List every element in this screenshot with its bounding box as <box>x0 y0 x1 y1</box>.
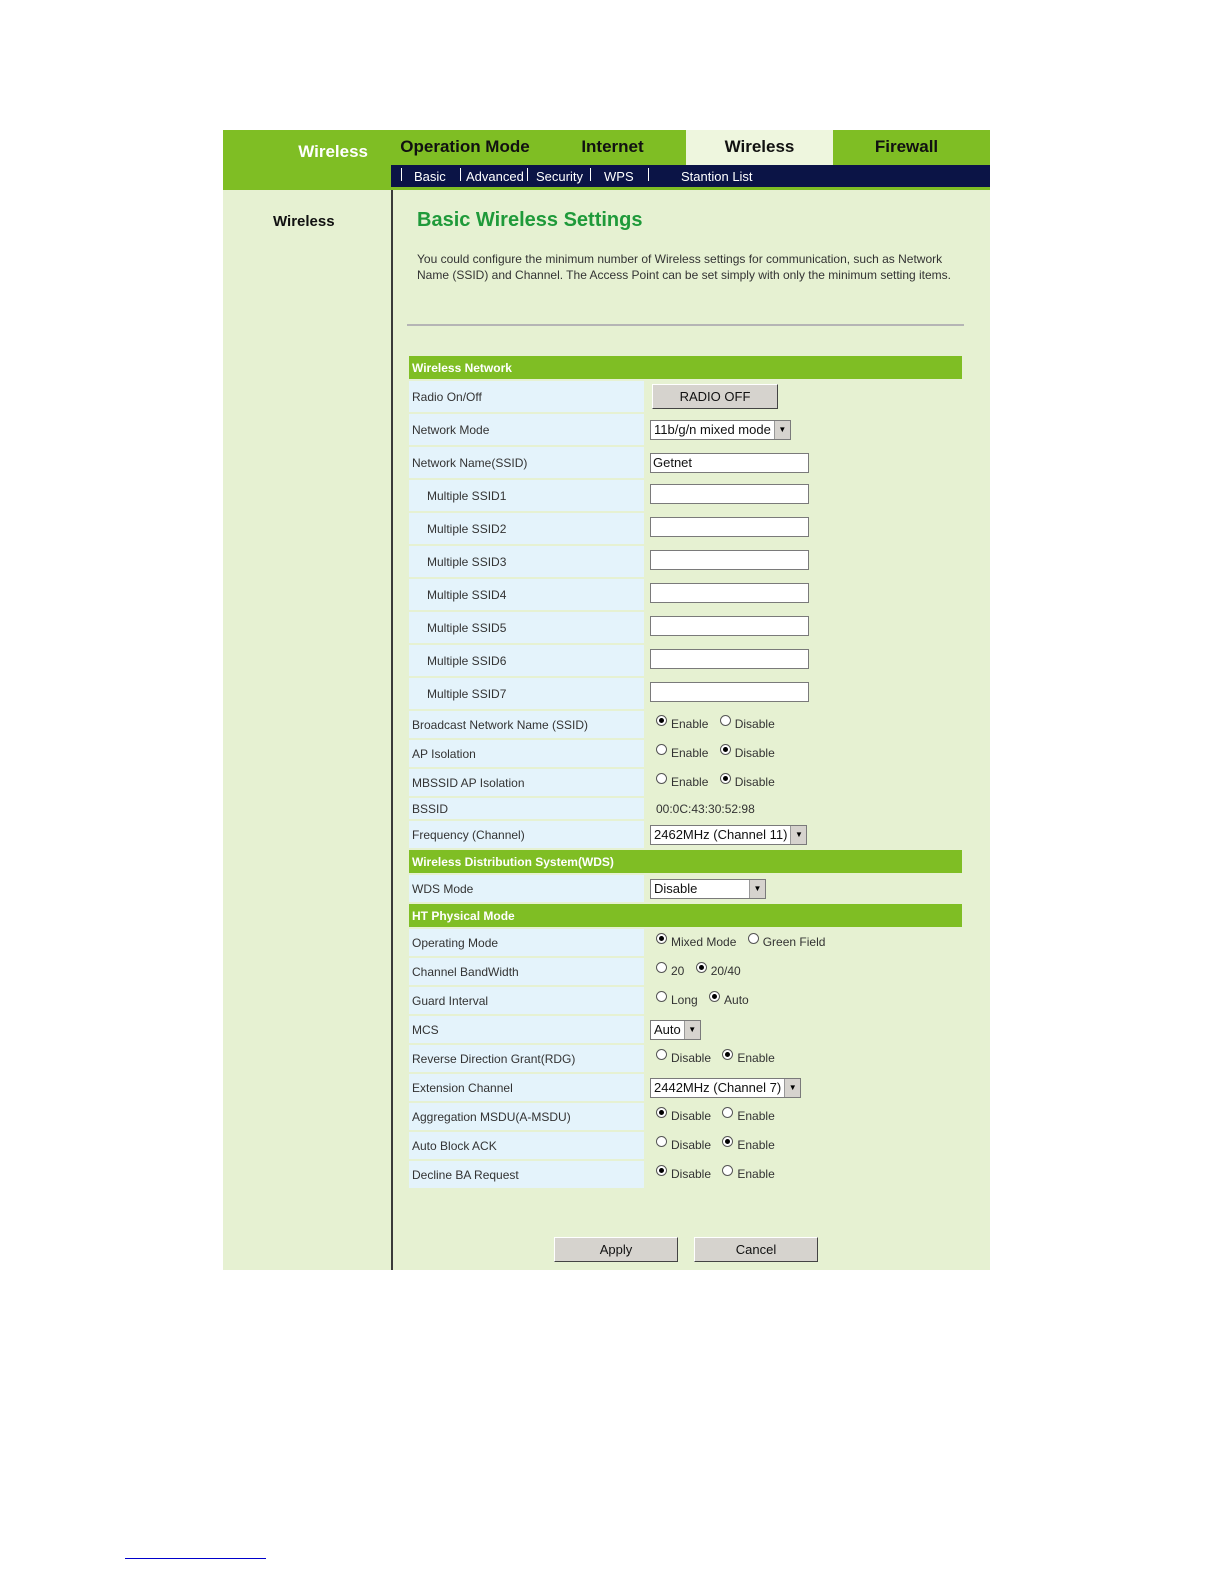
multiple-ssid-label: Multiple SSID1 <box>409 480 644 511</box>
auto-block-ack-disable-radio[interactable] <box>656 1138 711 1152</box>
mbssid-isolation-label: MBSSID AP Isolation <box>409 769 644 796</box>
amsdu-enable-radio[interactable] <box>722 1109 774 1123</box>
extension-channel-cell <box>646 1074 962 1101</box>
radio-option-label: Enable <box>671 745 709 760</box>
network-mode-label: Network Mode <box>409 414 644 445</box>
mixed-mode-radio[interactable] <box>656 935 736 949</box>
sub-nav-separator <box>590 168 591 181</box>
tab-wireless[interactable]: Wireless <box>686 130 833 165</box>
multiple-ssid-cell <box>646 480 962 511</box>
radio-option-label: Auto <box>724 992 749 1007</box>
rdg-disable-radio[interactable] <box>656 1051 711 1065</box>
mbssid-isolation-disable-radio[interactable] <box>720 775 775 789</box>
radio-option-label: Enable <box>737 1137 775 1152</box>
brand-label <box>223 130 391 187</box>
table-row <box>409 381 962 412</box>
chevron-down-icon: ▼ <box>790 826 806 844</box>
table-row <box>409 1074 962 1101</box>
multiple-ssid-label: Multiple SSID3 <box>409 546 644 577</box>
radio-option-label: Disable <box>671 1108 712 1123</box>
decline-ba-cell <box>646 1161 962 1188</box>
table-row <box>409 1045 962 1072</box>
table-row <box>409 929 962 956</box>
settings-table <box>407 354 964 1190</box>
mcs-label: MCS <box>409 1016 644 1043</box>
wds-mode-label: WDS Mode <box>409 875 644 902</box>
mbssid-isolation-enable-radio[interactable] <box>656 775 708 789</box>
mcs-select[interactable] <box>650 1020 701 1040</box>
auto-block-ack-cell <box>646 1132 962 1159</box>
multiple-ssid-label: Multiple SSID7 <box>409 678 644 709</box>
wds-mode-select[interactable] <box>650 879 766 899</box>
sub-nav-separator <box>527 168 528 181</box>
subtab-security[interactable]: Security <box>536 169 583 184</box>
multiple-ssid-cell <box>646 645 962 676</box>
operating-mode-label: Operating Mode <box>409 929 644 956</box>
network-mode-select[interactable] <box>650 420 791 440</box>
network-mode-value: 11b/g/n mixed mode <box>654 421 771 437</box>
chevron-down-icon: ▼ <box>684 1021 700 1039</box>
section-header <box>409 850 962 873</box>
broadcast-enable-radio[interactable] <box>656 717 708 731</box>
amsdu-cell <box>646 1103 962 1130</box>
extension-channel-value: 2442MHz (Channel 7) <box>654 1079 782 1095</box>
mbssid-isolation-cell <box>646 769 962 796</box>
router-admin-frame <box>223 130 990 1270</box>
subtab-station-list[interactable]: Stantion List <box>681 169 753 184</box>
tab-operation-mode[interactable]: Operation Mode <box>400 137 530 156</box>
radio-dot-icon <box>656 1165 667 1176</box>
table-row <box>409 546 962 577</box>
table-row <box>409 414 962 445</box>
radio-dot-icon <box>696 962 707 973</box>
multiple-ssid2-input[interactable] <box>650 517 809 537</box>
table-row <box>409 821 962 848</box>
guard-interval-cell <box>646 987 962 1014</box>
tab-internet[interactable]: Internet <box>581 137 644 156</box>
decline-ba-enable-radio[interactable] <box>722 1167 774 1181</box>
cancel-button[interactable]: Cancel <box>694 1237 818 1262</box>
amsdu-disable-radio[interactable] <box>656 1109 711 1123</box>
auto-block-ack-label: Auto Block ACK <box>409 1132 644 1159</box>
ap-isolation-disable-radio[interactable] <box>720 746 775 760</box>
multiple-ssid-cell <box>646 612 962 643</box>
multiple-ssid3-input[interactable] <box>650 550 809 570</box>
auto-block-ack-enable-radio[interactable] <box>722 1138 774 1152</box>
wds-mode-value: Disable <box>654 880 698 896</box>
multiple-ssid6-input[interactable] <box>650 649 809 669</box>
table-row <box>409 875 962 902</box>
radio-dot-icon <box>748 933 759 944</box>
multiple-ssid-label: Multiple SSID5 <box>409 612 644 643</box>
ap-isolation-cell <box>646 740 962 767</box>
sidebar-title[interactable]: Wireless <box>273 213 335 230</box>
multiple-ssid-cell <box>646 546 962 577</box>
footnote-rule <box>125 1558 266 1559</box>
section-title-wireless-network: Wireless Network <box>409 356 962 379</box>
decline-ba-disable-radio[interactable] <box>656 1167 711 1181</box>
table-row <box>409 612 962 643</box>
multiple-ssid-label: Multiple SSID2 <box>409 513 644 544</box>
frequency-label: Frequency (Channel) <box>409 821 644 848</box>
radio-option-label: Long <box>671 992 698 1007</box>
radio-dot-icon <box>656 1049 667 1060</box>
radio-option-label: Disable <box>671 1050 712 1065</box>
broadcast-ssid-cell <box>646 711 962 738</box>
multiple-ssid5-input[interactable] <box>650 616 809 636</box>
radio-dot-icon <box>720 773 731 784</box>
bssid-value: 00:0C:43:30:52:98 <box>646 798 962 819</box>
operating-mode-cell <box>646 929 962 956</box>
extension-channel-label: Extension Channel <box>409 1074 644 1101</box>
ssid-cell <box>646 447 962 478</box>
radio-option-label: Disable <box>671 1137 712 1152</box>
radio-dot-icon <box>722 1136 733 1147</box>
wds-mode-cell <box>646 875 962 902</box>
network-mode-cell <box>646 414 962 445</box>
sub-nav-bar <box>391 165 990 187</box>
table-row <box>409 711 962 738</box>
broadcast-ssid-label: Broadcast Network Name (SSID) <box>409 711 644 738</box>
multiple-ssid1-input[interactable] <box>650 484 809 504</box>
guard-auto-radio[interactable] <box>709 993 749 1007</box>
frequency-value: 2462MHz (Channel 11) <box>654 826 788 842</box>
main-content <box>393 190 990 1270</box>
bandwidth-20-radio[interactable] <box>656 964 684 978</box>
table-row <box>409 1103 962 1130</box>
radio-dot-icon <box>720 715 731 726</box>
table-row <box>409 798 962 819</box>
guard-long-radio[interactable] <box>656 993 698 1007</box>
mcs-value: Auto <box>654 1021 681 1037</box>
green-field-radio[interactable] <box>748 935 826 949</box>
guard-interval-label: Guard Interval <box>409 987 644 1014</box>
table-row <box>409 958 962 985</box>
sub-nav-separator <box>648 168 649 181</box>
page-description: You could configure the minimum number of Wireless settings for communication, such as Network Name (SSID) and Channel. The Access Point can be set simply with only the minimum setting items. <box>417 252 952 282</box>
radio-option-label: Disable <box>671 1166 712 1181</box>
rdg-cell <box>646 1045 962 1072</box>
radio-dot-icon <box>656 773 667 784</box>
radio-option-label: Green Field <box>762 934 826 949</box>
radio-option-label: Disable <box>734 774 775 789</box>
bandwidth-cell <box>646 958 962 985</box>
frequency-select[interactable] <box>650 825 807 845</box>
page-title: Basic Wireless Settings <box>417 209 643 231</box>
radio-dot-icon <box>722 1107 733 1118</box>
radio-option-label: 20/40 <box>710 963 741 978</box>
table-row <box>409 1161 962 1188</box>
section-title-wds: Wireless Distribution System(WDS) <box>409 850 962 873</box>
table-row <box>409 513 962 544</box>
extension-channel-select[interactable] <box>650 1078 801 1098</box>
apply-button[interactable]: Apply <box>554 1237 678 1262</box>
radio-dot-icon <box>709 991 720 1002</box>
chevron-down-icon: ▼ <box>749 880 765 898</box>
subtab-basic[interactable]: Basic <box>414 169 446 184</box>
bssid-label: BSSID <box>409 798 644 819</box>
ap-isolation-enable-radio[interactable] <box>656 746 708 760</box>
radio-cell <box>646 381 962 412</box>
radio-dot-icon <box>722 1049 733 1060</box>
multiple-ssid4-input[interactable] <box>650 583 809 603</box>
tab-firewall[interactable]: Firewall <box>874 137 939 156</box>
radio-option-label: Enable <box>671 716 709 731</box>
table-row <box>409 678 962 709</box>
multiple-ssid-label: Multiple SSID4 <box>409 579 644 610</box>
rdg-label: Reverse Direction Grant(RDG) <box>409 1045 644 1072</box>
ap-isolation-label: AP Isolation <box>409 740 644 767</box>
table-row <box>409 740 962 767</box>
subtab-wps[interactable]: WPS <box>604 169 634 184</box>
ssid-input[interactable]: Getnet <box>650 453 809 473</box>
table-row <box>409 769 962 796</box>
mcs-cell <box>646 1016 962 1043</box>
table-row <box>409 579 962 610</box>
broadcast-disable-radio[interactable] <box>720 717 775 731</box>
amsdu-label: Aggregation MSDU(A-MSDU) <box>409 1103 644 1130</box>
radio-dot-icon <box>656 1136 667 1147</box>
section-title-ht: HT Physical Mode <box>409 904 962 927</box>
radio-dot-icon <box>656 933 667 944</box>
rdg-enable-radio[interactable] <box>722 1051 774 1065</box>
sub-nav-separator <box>401 168 402 181</box>
section-header <box>409 356 962 379</box>
frequency-cell <box>646 821 962 848</box>
table-row <box>409 1132 962 1159</box>
multiple-ssid-cell <box>646 678 962 709</box>
multiple-ssid-cell <box>646 513 962 544</box>
content-divider <box>407 324 964 326</box>
radio-off-button[interactable]: RADIO OFF <box>652 384 778 409</box>
table-row <box>409 645 962 676</box>
subtab-advanced[interactable]: Advanced <box>466 169 524 184</box>
radio-option-label: 20 <box>671 963 685 978</box>
radio-option-label: Mixed Mode <box>671 934 737 949</box>
radio-option-label: Disable <box>734 745 775 760</box>
radio-option-label: Enable <box>671 774 709 789</box>
table-row <box>409 480 962 511</box>
radio-dot-icon <box>722 1165 733 1176</box>
radio-option-label: Enable <box>737 1166 775 1181</box>
radio-dot-icon <box>656 744 667 755</box>
multiple-ssid-label: Multiple SSID6 <box>409 645 644 676</box>
table-row <box>409 1016 962 1043</box>
table-row <box>409 987 962 1014</box>
brand-text: Wireless <box>298 142 368 161</box>
multiple-ssid-cell <box>646 579 962 610</box>
radio-dot-icon <box>656 715 667 726</box>
chevron-down-icon: ▼ <box>784 1079 800 1097</box>
bandwidth-label: Channel BandWidth <box>409 958 644 985</box>
bandwidth-20-40-radio[interactable] <box>696 964 741 978</box>
radio-dot-icon <box>720 744 731 755</box>
table-row <box>409 447 962 478</box>
radio-option-label: Enable <box>737 1108 775 1123</box>
radio-option-label: Disable <box>734 716 775 731</box>
radio-dot-icon <box>656 991 667 1002</box>
radio-option-label: Enable <box>737 1050 775 1065</box>
radio-dot-icon <box>656 962 667 973</box>
sub-nav-separator <box>460 168 461 181</box>
radio-dot-icon <box>656 1107 667 1118</box>
chevron-down-icon: ▼ <box>774 421 790 439</box>
ssid-label: Network Name(SSID) <box>409 447 644 478</box>
radio-label: Radio On/Off <box>409 381 644 412</box>
multiple-ssid7-input[interactable] <box>650 682 809 702</box>
section-header <box>409 904 962 927</box>
decline-ba-label: Decline BA Request <box>409 1161 644 1188</box>
